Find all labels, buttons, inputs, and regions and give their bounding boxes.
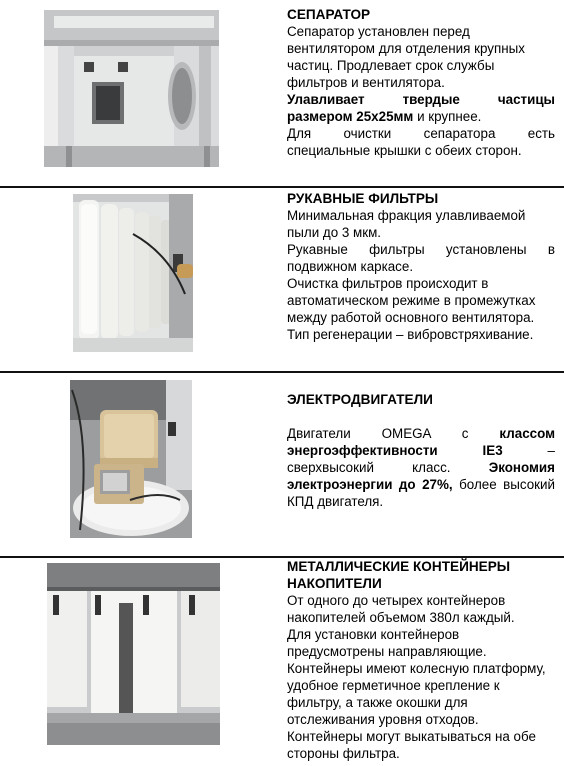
electric-motors-para-1-d: Экономия электроэнергии до 27%, — [287, 460, 555, 492]
electric-motors-para-1-e: более высокий КПД двигателя. — [287, 477, 555, 509]
bag-filters-para-3: Очистка фильтров происходит в автоматическом режиме в промежутках между работой основного вентилятора. Тип регенерации – вибровстряхивание. — [287, 276, 536, 342]
containers-para-1: От одного до четырех контейнеров накопителей объемом 380л каждый. — [287, 593, 515, 625]
electric-motors-spacer — [287, 408, 555, 425]
electric-motors-para-1-b: классом энергоэффективности IE3 — [287, 426, 555, 458]
containers-photo — [47, 563, 220, 745]
electric-motor-photo — [70, 380, 192, 538]
separator-para-1: Сепаратор установлен перед вентилятором для отделения крупных частиц. Продлевает срок службы фильтров и вентилятора. — [287, 24, 525, 90]
electric-motors-para-1-a: Двигатели OMEGA с — [287, 426, 469, 441]
electric-motors-para-1 — [287, 425, 555, 510]
separator-para-2-tail: и крупнее. — [417, 109, 482, 124]
electric-motors-title: ЭЛЕКТРОДВИГАТЕЛИ — [287, 392, 433, 407]
separator-title: СЕПАРАТОР — [287, 7, 371, 22]
electric-motors-text — [287, 391, 555, 510]
containers-text — [287, 558, 555, 762]
electric-motors-para-1-c: – сверхвысокий класс. — [287, 443, 555, 475]
separator-para-2-bold: Улавливает твердые частицы размером 25х25мм — [287, 92, 555, 124]
separator-text — [287, 6, 555, 159]
containers-title: МЕТАЛЛИЧЕСКИЕ КОНТЕЙНЕРЫ НАКОПИТЕЛИ — [287, 559, 511, 591]
bag-filters-para-1: Минимальная фракция улавливаемой пыли до 3 мкм. — [287, 208, 526, 240]
containers-para-4: Контейнеры могут выкатываться на обе стороны фильтра. — [287, 729, 536, 761]
bag-filters-text — [287, 190, 555, 343]
bag-filters-title: РУКАВНЫЕ ФИЛЬТРЫ — [287, 191, 439, 206]
section-divider-2 — [0, 371, 564, 373]
separator-para-2 — [287, 91, 555, 125]
separator-photo — [44, 10, 219, 167]
containers-para-3: Контейнеры имеют колесную платформу, удобное герметичное крепление к фильтру, а также окошки для отслеживания уровня отходов. — [287, 661, 546, 727]
bag-filters-para-2: Рукавные фильтры установлены в подвижном каркасе. — [287, 242, 555, 274]
containers-para-2: Для установки контейнеров предусмотрены направляющие. — [287, 627, 487, 659]
separator-para-3: Для очистки сепаратора есть специальные крышки с обеих сторон. — [287, 126, 555, 158]
bag-filters-photo — [73, 194, 193, 352]
section-divider-1 — [0, 186, 564, 188]
